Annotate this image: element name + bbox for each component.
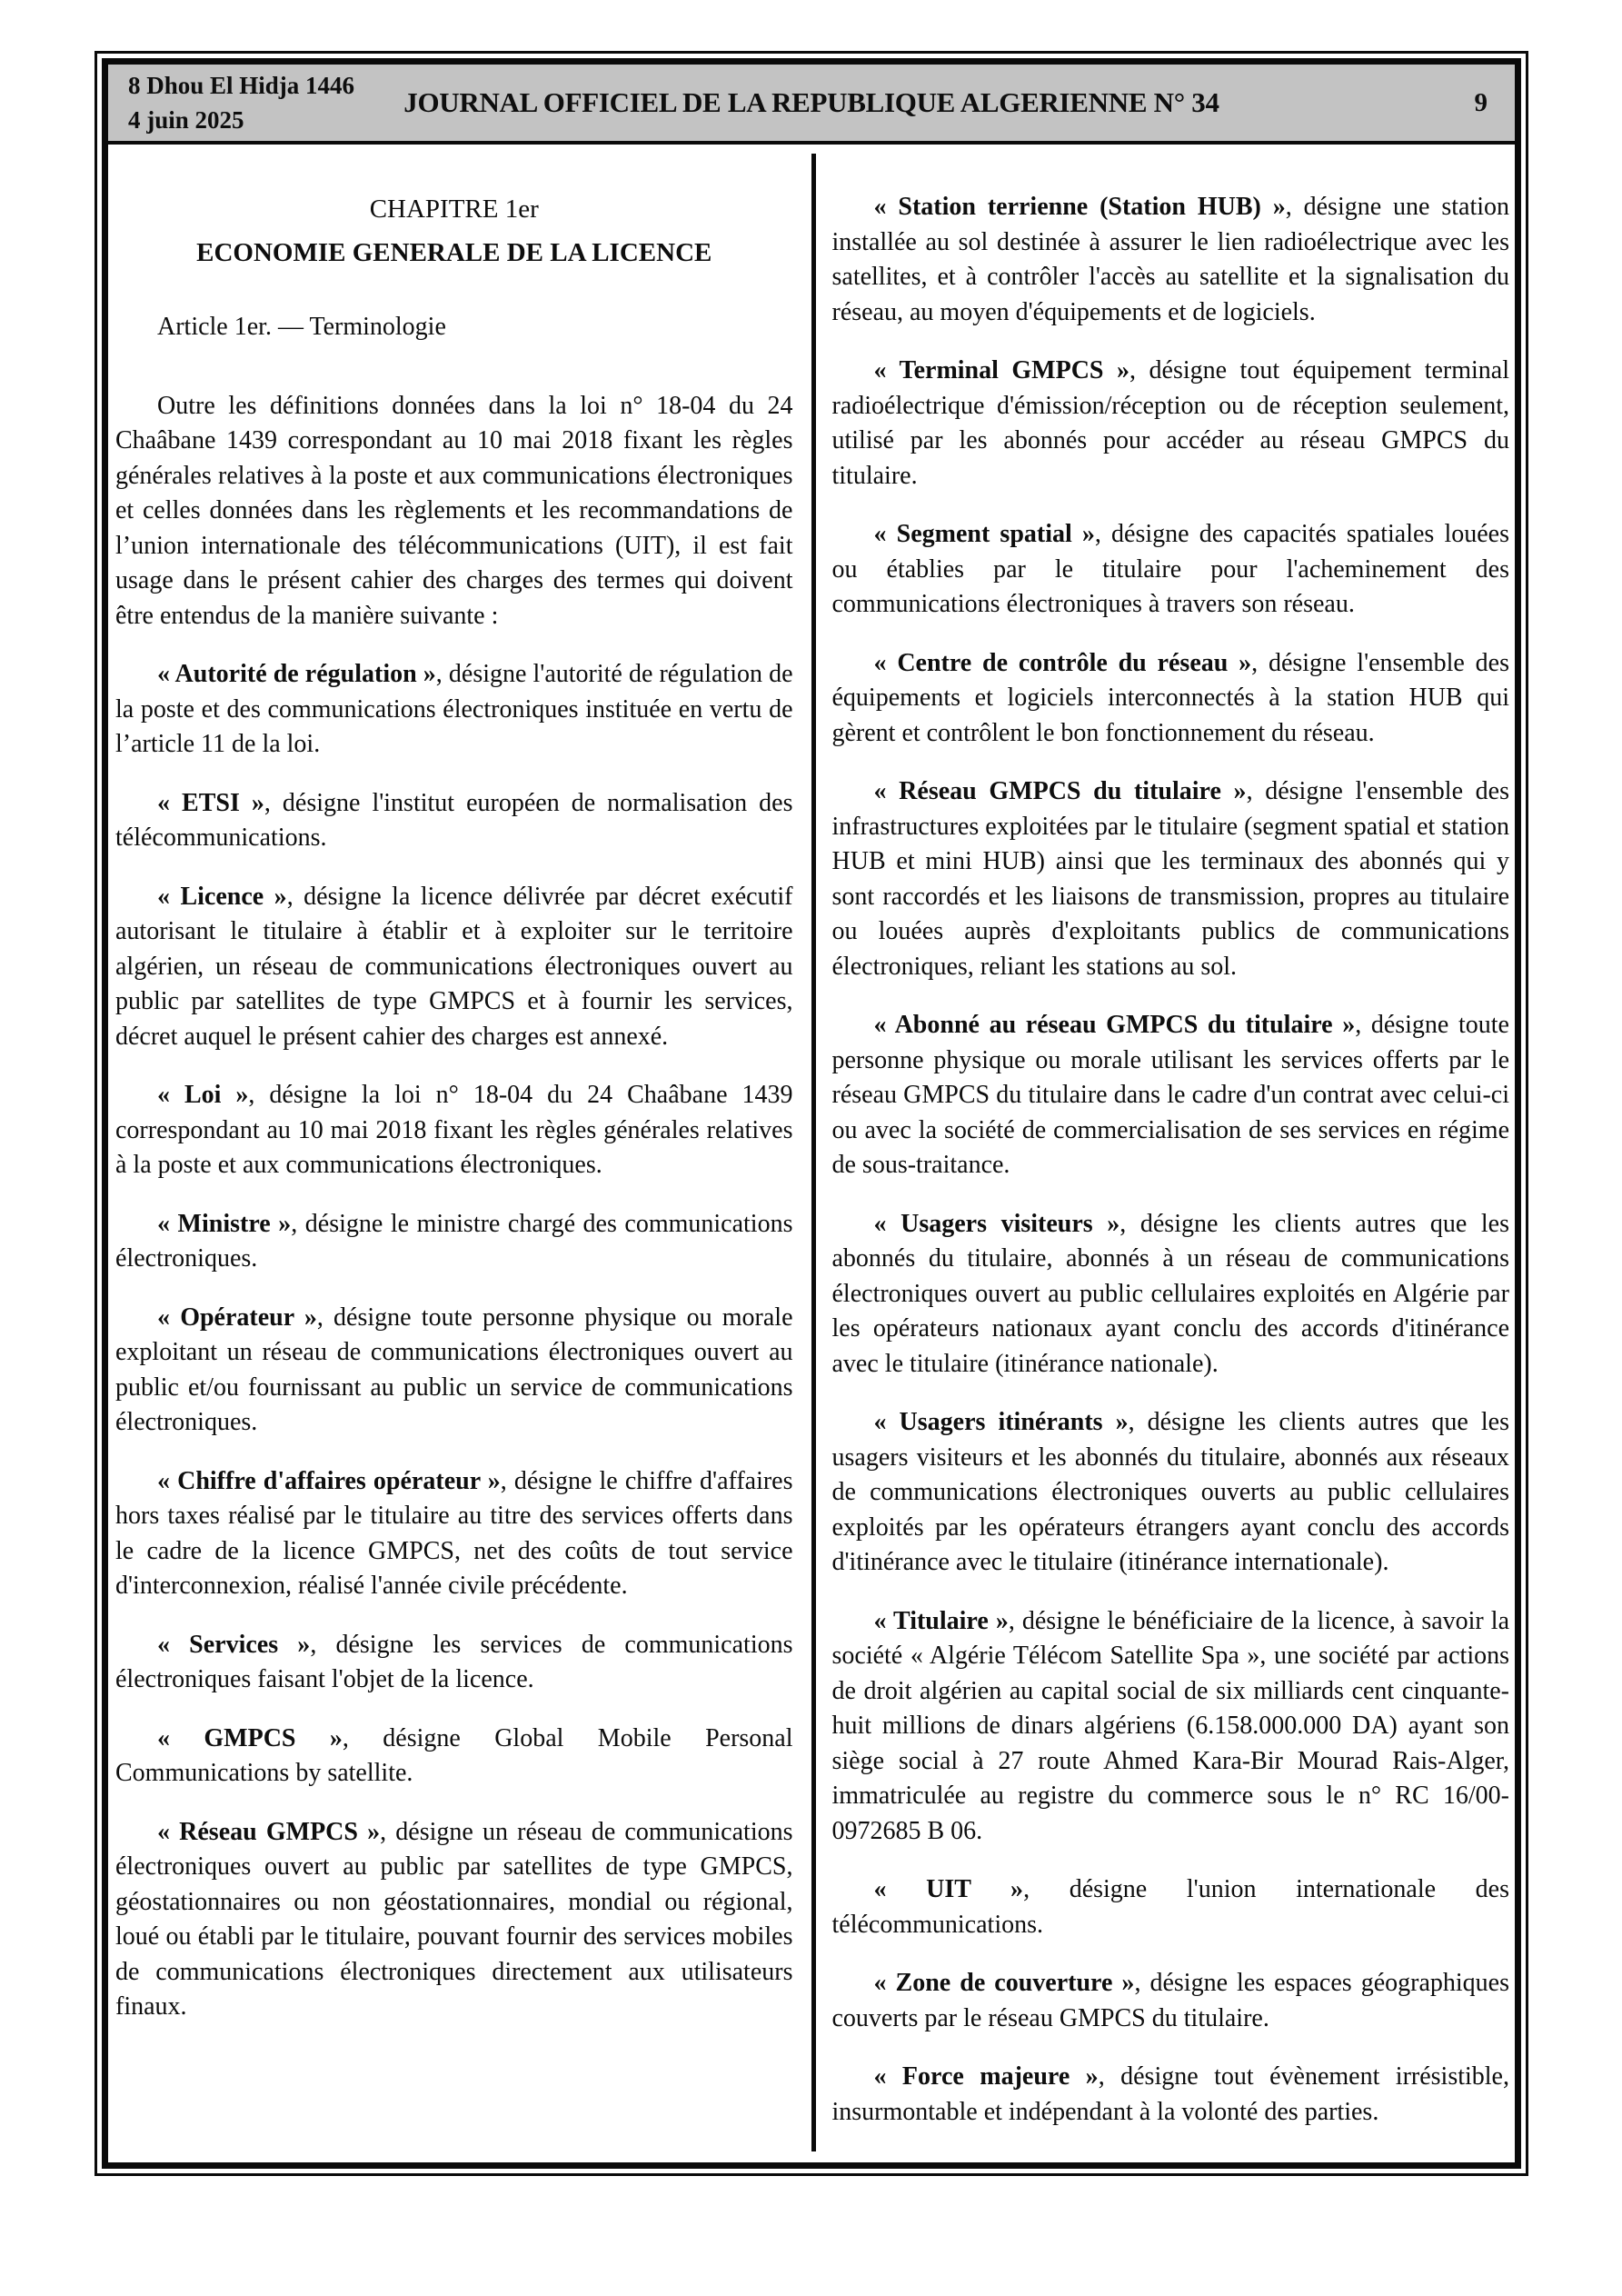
definition-paragraph <box>832 2060 1510 2130</box>
definition-text: , désigne l'union internationale des télécommunications. <box>831 1875 1509 1939</box>
definition-text: , désigne les clients autres que les usagers visiteurs et les abonnés du titulaire, abonnés aux réseaux de communications électroniques ouverts au public cellulaires exploités par les opérateurs étrangers ayant conclu des accords d'itinérance avec le titulaire (itinérance internationale). <box>831 1408 1509 1576</box>
definition-term: « Services » <box>157 1630 311 1659</box>
page-header <box>108 65 1515 145</box>
definition-term: « Segment spatial » <box>873 520 1095 548</box>
definition-paragraph <box>832 517 1510 623</box>
page-content <box>108 145 1515 2162</box>
definition-term: « Force majeure » <box>873 2062 1099 2091</box>
definition-term: « Autorité de régulation » <box>157 660 436 688</box>
definition-text: , désigne tout équipement terminal radioélectrique d'émission/réception ou de réception seulement, utilisé par les abonnés pour accéder au réseau GMPCS du titulaire. <box>831 356 1510 490</box>
definition-text: , désigne un réseau de communications électroniques ouvert au public par satellites de type GMPCS, géostationnaires ou non géostationnaires, mondial ou régional, loué ou établi par le titulaire, pouvant fournir des services mobiles de communications électroniques directement aux utilisateurs finaux. <box>115 1817 793 2021</box>
article-heading: Article 1er. — Terminologie <box>157 313 446 341</box>
definition-paragraph <box>115 657 793 763</box>
definition-text: , désigne des capacités spatiales louées ou établies par le titulaire pour l'acheminement des communications électroniques à travers son réseau. <box>831 520 1509 618</box>
definition-text: , désigne tout évènement irrésistible, insurmontable et indépendant à la volonté des parties. <box>831 2062 1509 2126</box>
definition-term: « Réseau GMPCS » <box>157 1817 381 1846</box>
definition-term: « Réseau GMPCS du titulaire » <box>873 777 1247 805</box>
chapter-title: ECONOMIE GENERALE DE LA LICENCE <box>196 238 712 267</box>
definition-text: , désigne toute personne physique ou morale exploitant un réseau de communications électroniques ouvert au public et/ou fournissant au public un service de communications électroniques. <box>115 1303 793 1436</box>
definition-paragraph <box>115 1301 793 1441</box>
definition-text: , désigne le chiffre d'affaires hors taxes réalisé par le titulaire au titre des services offerts dans le cadre de la licence GMPCS, net des coûts de tout service d'interconnexion, réalisé l'année civile précédente. <box>115 1466 793 1600</box>
definition-text: , désigne l'ensemble des équipements et logiciels interconnectés à la station HUB qui gèrent et contrôlent le bon fonctionnement du réseau. <box>831 648 1510 747</box>
definition-term: « Loi » <box>157 1081 249 1109</box>
definition-paragraph <box>832 1405 1510 1581</box>
definition-text: , désigne toute personne physique ou morale utilisant les services offerts par le réseau GMPCS du titulaire dans le cadre d'un contrat avec celui-ci ou avec la société de commercialisation de ses services en régime de sous-traitance. <box>831 1011 1509 1179</box>
definition-text: , désigne le ministre chargé des communications électroniques. <box>115 1209 793 1273</box>
gregorian-date: 4 juin 2025 <box>128 106 244 134</box>
definition-term: « Ministre » <box>157 1209 292 1238</box>
definition-paragraph <box>832 1008 1510 1183</box>
header-dates <box>128 68 354 137</box>
chapter-heading: CHAPITRE 1er <box>369 195 539 224</box>
definition-paragraph <box>832 1604 1510 1850</box>
definition-paragraph <box>832 1207 1510 1383</box>
page-frame-inner <box>102 58 1521 2169</box>
definition-term: « Terminal GMPCS » <box>873 356 1130 384</box>
definition-paragraph <box>115 1464 793 1604</box>
definition-text: , désigne une station installée au sol destinée à assurer le lien radioélectrique avec les satellites, et à contrôler l'accès au satellite et la signalisation du réseau, au moyen d'équipements et de logiciels. <box>831 193 1510 326</box>
definition-text: , désigne la loi n° 18-04 du 24 Chaâbane 1439 correspondant au 10 mai 2018 fixant les règles générales relatives à la poste et aux communications électroniques. <box>115 1081 793 1179</box>
definition-paragraph <box>115 786 793 856</box>
journal-title: JOURNAL OFFICIEL DE LA REPUBLIQUE ALGERIENNE N° 34 <box>403 86 1219 118</box>
definition-paragraph <box>115 1815 793 2025</box>
definition-paragraph <box>115 1722 793 1792</box>
definition-term: « Usagers itinérants » <box>873 1408 1129 1436</box>
definition-term: « Chiffre d'affaires opérateur » <box>157 1466 501 1495</box>
definition-term: « Licence » <box>157 882 287 911</box>
definition-term: « Abonné au réseau GMPCS du titulaire » <box>873 1011 1356 1039</box>
intro-paragraph: Outre les définitions données dans la loi n° 18-04 du 24 Chaâbane 1439 correspondant au 10 mai 2018 fixant les règles générales relatives à la poste et aux communications électroniques et celles données dans les règlements et les recommandations de l’union internationale des télécommunications (UIT), il est fait usage dans le présent cahier des charges des termes qui doivent être entendus de la manière suivante : <box>115 391 793 630</box>
definition-text: , désigne la licence délivrée par décret exécutif autorisant le titulaire à établir et à exploiter sur le territoire algérien, un réseau de communications électroniques ouvert au public par satellites de type GMPCS et à fournir les services, décret auquel le présent cahier des charges est annexé. <box>115 882 793 1051</box>
definition-text: , désigne l'autorité de régulation de la poste et des communications électroniques instituée en vertu de l’article 11 de la loi. <box>115 660 793 758</box>
definition-paragraph <box>832 1872 1510 1942</box>
definition-paragraph <box>832 1966 1510 2036</box>
definition-paragraph <box>832 354 1510 494</box>
page-frame <box>95 51 1528 2176</box>
right-column <box>816 145 1516 2162</box>
definition-term: « Station terrienne (Station HUB) » <box>873 193 1286 221</box>
definition-text: , désigne le bénéficiaire de la licence, à savoir la société « Algérie Télécom Satellite Spa », une société par actions de droit algérien au capital social de six milliards cent cinquante-huit millions de dinars algériens (6.158.000.000 DA) ayant son siège social à 27 route Ahmed Kara-Bir Mourad Rais-Alger, immatriculée au registre du commerce sous le n° RC 16/00-0972685 B 06. <box>831 1606 1509 1845</box>
definition-paragraph <box>115 1078 793 1183</box>
definition-paragraph <box>115 1628 793 1698</box>
definition-text: , désigne les clients autres que les abonnés du titulaire, abonnés à un réseau de communications électroniques ouvert au public cellulaires exploités en Algérie par les opérateurs nationaux ayant conclu des accords d'itinérance avec le titulaire (itinérance nationale). <box>831 1209 1509 1378</box>
definition-text: , désigne l'ensemble des infrastructures exploitées par le titulaire (segment spatial et station HUB et mini HUB) ainsi que les terminaux des abonnés qui y sont raccordés et les liaisons de transmission, propres au titulaire ou louées auprès d'exploitants publics de communications électroniques, reliant les stations au sol. <box>831 777 1509 981</box>
definition-term: « ETSI » <box>157 788 264 817</box>
definition-paragraph <box>832 190 1510 330</box>
definition-paragraph <box>115 1207 793 1277</box>
left-column <box>108 145 811 2162</box>
definition-text: , désigne les espaces géographiques couverts par le réseau GMPCS du titulaire. <box>831 1969 1510 2032</box>
definition-term: « Centre de contrôle du réseau » <box>873 648 1252 677</box>
definition-paragraph <box>832 646 1510 752</box>
definition-term: « UIT » <box>873 1875 1024 1903</box>
definition-text: , désigne l'institut européen de normalisation des télécommunications. <box>115 788 793 852</box>
definition-text: , désigne Global Mobile Personal Communications by satellite. <box>115 1723 793 1787</box>
definition-term: « Usagers visiteurs » <box>873 1209 1120 1238</box>
hijri-date: 8 Dhou El Hidja 1446 <box>128 72 355 99</box>
definition-paragraph <box>115 880 793 1055</box>
page-number: 9 <box>1474 87 1488 117</box>
definition-term: « Titulaire » <box>873 1606 1009 1635</box>
definition-term: « Zone de couverture » <box>873 1969 1135 1997</box>
definition-term: « GMPCS » <box>157 1723 343 1752</box>
definition-term: « Opérateur » <box>157 1303 317 1332</box>
definition-text: , désigne les services de communications électroniques faisant l'objet de la licence. <box>115 1630 793 1693</box>
definition-paragraph <box>832 774 1510 984</box>
